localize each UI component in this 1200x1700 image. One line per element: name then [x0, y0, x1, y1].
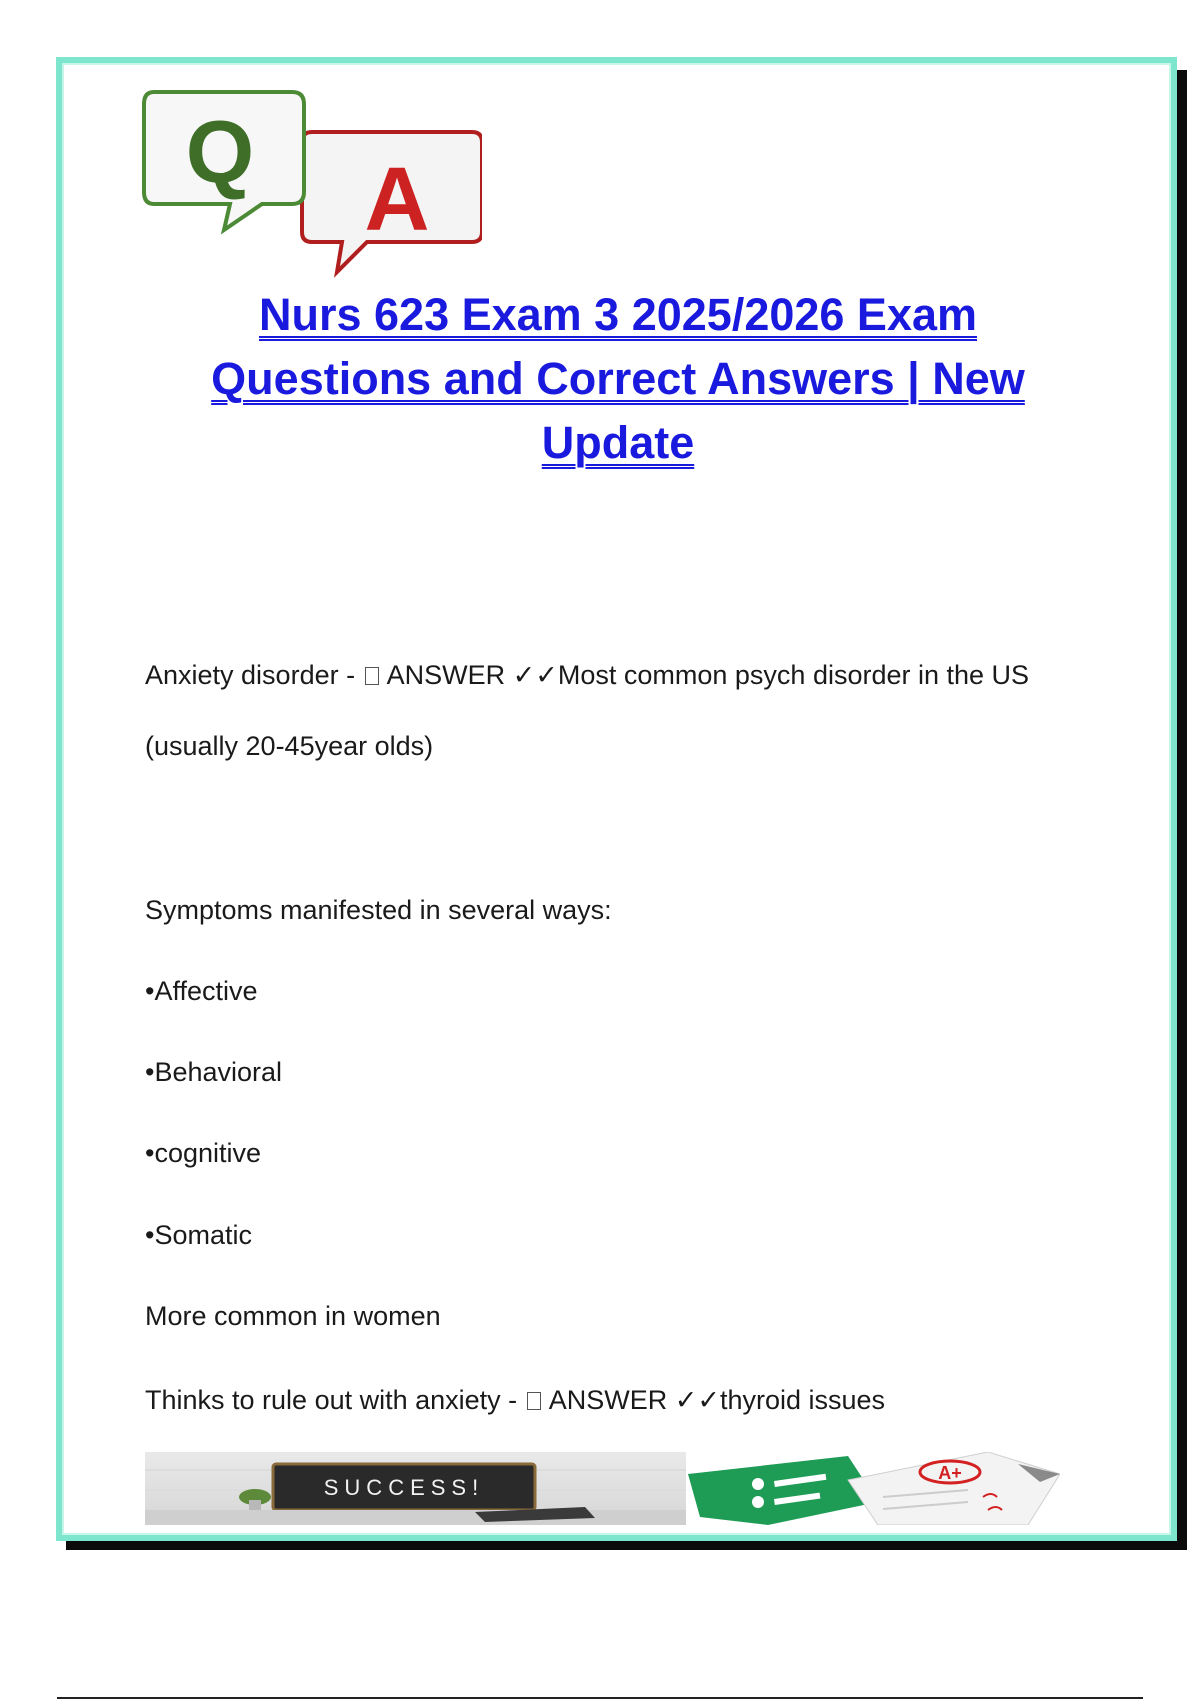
qa-item-2-answer: thyroid issues [719, 1385, 886, 1415]
chalkboard-text: SUCCESS! [323, 1475, 485, 1500]
logo-a-letter: A [364, 150, 430, 250]
qa-item-1-answer: Most common psych disorder in the US [557, 660, 1030, 690]
qa-item-1 [145, 660, 1029, 691]
qa-item-1-question: Anxiety disorder - [145, 660, 363, 690]
symptoms-intro: Symptoms manifested in several ways: [145, 895, 612, 925]
qa-item-1-marker: ANSWER ✓✓ [386, 660, 558, 690]
qa-item-2 [145, 1385, 885, 1416]
missing-glyph-icon [365, 667, 379, 685]
graded-test-papers-image [688, 1452, 1060, 1525]
qa-item-2-question: Thinks to rule out with anxiety - [145, 1385, 525, 1415]
logo-q-letter: Q [185, 102, 255, 201]
success-chalkboard-image [145, 1452, 686, 1525]
note-line: More common in women [145, 1301, 441, 1331]
symptom-item: •Behavioral [145, 1057, 283, 1087]
missing-glyph-icon [527, 1392, 541, 1410]
qa-item-1-continuation: (usually 20-45year olds) [145, 731, 434, 761]
qa-item-2-marker: ANSWER ✓✓ [548, 1385, 720, 1415]
symptom-item: •Somatic [145, 1220, 252, 1250]
qa-logo-icon [142, 82, 482, 282]
footer-rule [57, 1697, 1143, 1699]
symptom-item: •cognitive [145, 1138, 262, 1168]
grade-text: A+ [938, 1463, 962, 1483]
symptom-item: •Affective [145, 976, 258, 1006]
page-title[interactable]: Nurs 623 Exam 3 2025/2026 Exam Questions and Correct Answers | New Update [211, 289, 1025, 468]
